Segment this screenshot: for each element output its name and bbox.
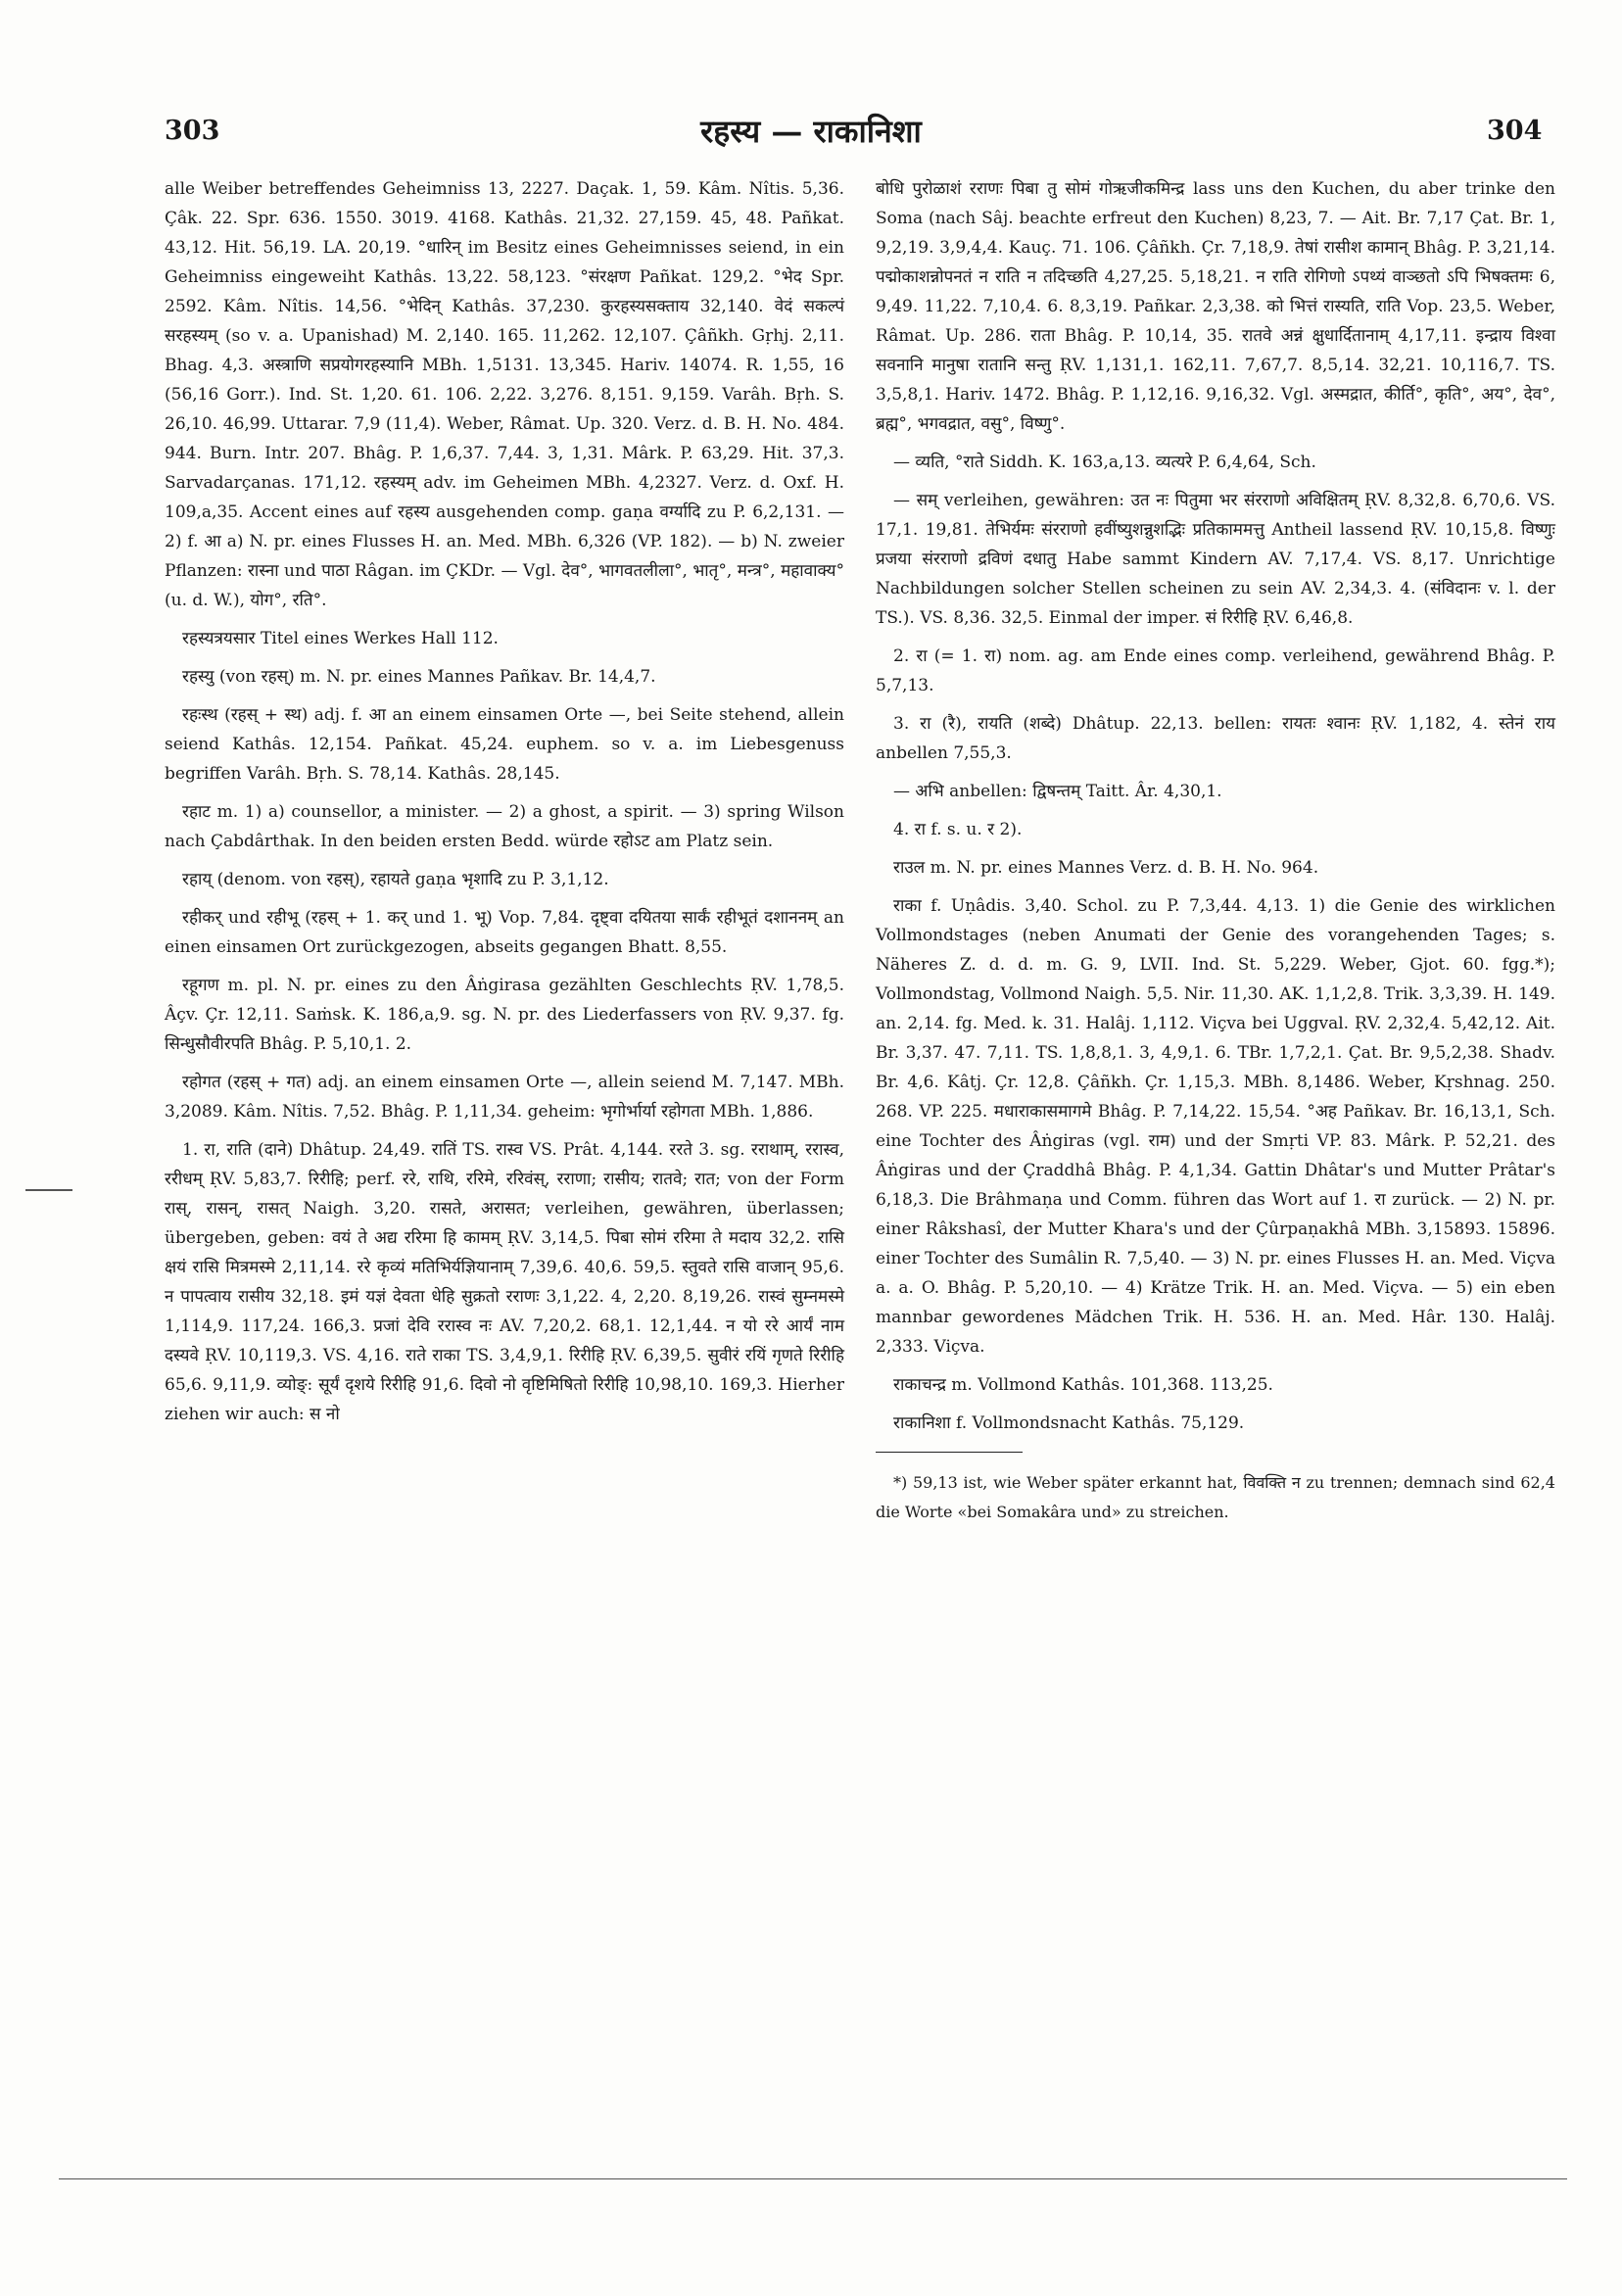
margin-mark (25, 1189, 72, 1191)
entry-paragraph: रहस्यु (von रहस्) m. N. pr. eines Mannes Pañkav. Br. 14,4,7. (182, 667, 656, 687)
entry-paragraph: — व्यति, °राते Siddh. K. 163,a,13. व्यत्यरे P. 6,4,64, Sch. (893, 453, 1316, 472)
entry-paragraph: alle Weiber betreffendes Geheimniss 13, 2227. Daçak. 1, 59. Kâm. Nîtis. 5,36. Çâk. 22. Spr. 636. 1550. 3019. 4168. Kathâs. 21,32. 27,159. 45, 48. Pañkat. 43,12. Hit. 56,19. LA. 20,19. °धारिन् im Besitz eines Geheimnisses seiend, in ein Geheimniss eingeweiht Kathâs. 13,22. 58,123. °संरक्षण Pañkat. 129,2. °भेद Spr. 2592. Kâm. Nîtis. 14,56. °भेदिन् Kathâs. 37,230. कुरहस्यसक्ताय 32,140. वेदं सकल्पं सरहस्यम् (so v. a. Upanishad) M. 2,140. 165. 11,262. 12,107. Çâñkh. Gṛhj. 2,11. Bhag. 4,3. अस्त्राणि सप्रयोगरहस्यानि MBh. 1,5131. 13,345. Hariv. 14074. R. 1,55, 16 (56,16 Gorr.). Ind. St. 1,20. 61. 106. 2,22. 3,276. 8,151. 9,159. Varâh. Bṛh. S. 26,10. 46,99. Uttarar. 7,9 (11,4). Weber, Râmat. Up. 320. Verz. d. B. H. No. 484. 944. Burn. Intr. 207. Bhâg. P. 1,6,37. 7,44. 3, 1,31. Mârk. P. 63,29. Hit. 37,3. Sarvadarçanas. 171,12. रहस्यम् adv. im Geheimen MBh. 4,2327. Verz. d. Oxf. H. 109,a,35. Accent eines auf रहस्य ausgehenden comp. gaṇa वर्ग्यादि zu P. 6,2,131. — 2) f. आ a) N. pr. eines Flusses H. an. Med. MBh. 6,326 (VP. 182). — b) N. zweier Pflanzen: रास्ना und पाठा Râgan. im ÇKDr. — Vgl. देव°, भागवतलीला°, भातृ°, मन्त्र°, महावाक्य° (u. d. W.), योग°, रति°. (165, 179, 844, 610)
entry-paragraph: रहूगण m. pl. N. pr. eines zu den Âṅgirasa gezählten Geschlechts ṚV. 1,78,5. Âçv. Çr. 12,11. Saṁsk. K. 186,a,9. sg. N. pr. des Liederfassers von ṚV. 9,37. fg. सिन्धुसौवीरपति Bhâg. P. 5,10,1. 2. (165, 976, 844, 1054)
right-column (876, 174, 1555, 1536)
left-column (165, 174, 844, 1438)
entry-paragraph: रहीकर् und रहीभू (रहस् + 1. कर् und 1. भू) Vop. 7,84. दृष्ट्वा दयितया सार्कं रहीभूतं दशाननम् an einen einsamen Ort zurückgezogen, abseits gegangen Bhatt. 8,55. (165, 908, 844, 957)
bottom-rule (59, 2178, 1567, 2179)
entry-paragraph: राकाचन्द्र m. Vollmond Kathâs. 101,368. 113,25. (893, 1375, 1273, 1395)
entry-paragraph: रहस्यत्रयसार Titel eines Werkes Hall 112. (182, 629, 499, 648)
entry-paragraph: रहःस्थ (रहस् + स्थ) adj. f. आ an einem einsamen Orte —, bei Seite stehend, allein seiend Kathâs. 12,154. Pañkat. 45,24. euphem. so v. a. im Liebesgenuss begriffen Varâh. Bṛh. S. 78,14. Kathâs. 28,145. (165, 705, 844, 784)
entry-paragraph: राउल m. N. pr. eines Mannes Verz. d. B. H. No. 964. (893, 858, 1319, 878)
entry-paragraph: 2. रा (= 1. रा) nom. ag. am Ende eines comp. verleihend, gewährend Bhâg. P. 5,7,13. (876, 646, 1555, 695)
entry-paragraph: रहाय् (denom. von रहस्), रहायते gaṇa भृशादि zu P. 3,1,12. (182, 870, 609, 889)
running-head: रहस्य — राकानिशा (700, 113, 922, 150)
footnote: *) 59,13 ist, wie Weber später erkannt hat, विवक्ति न zu trennen; demnach sind 62,4 die Worte «bei Somakâra und» zu streichen. (876, 1473, 1555, 1521)
entry-paragraph: — अभि anbellen: द्विषन्तम् Taitt. Âr. 4,30,1. (893, 782, 1222, 801)
page-number-left: 303 (165, 116, 220, 146)
entry-paragraph: — सम् verleihen, gewähren: उत नः पितुमा भर संरराणो अविक्षितम् ṚV. 8,32,8. 6,70,6. VS. 17,1. 19,81. तेभिर्यमः संरराणो हवींष्युशन्नुशद्भिः प्रतिकाममत्तु Antheil lassend ṚV. 10,15,8. विष्णुः प्रजया संरराणो द्रविणं दधातु Habe sammt Kindern AV. 7,17,4. VS. 8,17. Unrichtige Nachbildungen solcher Stellen scheinen zu sein AV. 2,34,3. 4. (संविदानः v. l. der TS.). VS. 8,36. 32,5. Einmal der imper. सं रिरीहि ṚV. 6,46,8. (876, 491, 1555, 628)
entry-paragraph: राका f. Uṇâdis. 3,40. Schol. zu P. 7,3,44. 4,13. 1) die Genie des wirklichen Vollmondstages (neben Anumati der Genie des vorangehenden Tages; s. Näheres Z. d. d. m. G. 9, LVII. Ind. St. 5,229. Weber, Gjot. 60. fgg.*); Vollmondstag, Vollmond Naigh. 5,5. Nir. 11,30. AK. 1,1,2,8. Trik. 3,3,39. H. 149. an. 2,14. fg. Med. k. 31. Halâj. 1,112. Viçva bei Uggval. ṚV. 2,32,4. 5,42,12. Ait. Br. 3,37. 47. 7,11. TS. 1,8,8,1. 3, 4,9,1. 6. TBr. 1,7,2,1. Çat. Br. 9,5,2,38. Shadv. Br. 4,6. Kâtj. Çr. 12,8. Çâñkh. Çr. 1,15,3. MBh. 8,1486. Weber, Kṛshnag. 250. 268. VP. 225. मधाराकासमागमे Bhâg. P. 7,14,22. 15,54. °अह Pañkav. Br. 16,13,1, Sch. eine Tochter des Âṅgiras (vgl. राम) und der Smṛti VP. 83. Mârk. P. 52,21. des Âṅgiras und der Çraddhâ Bhâg. P. 4,1,34. Gattin Dhâtar's und Mutter Prâtar's 6,18,3. Die Brâhmaṇa und Comm. führen das Wort auf 1. रा zurück. — 2) N. pr. einer Râkshasî, der Mutter Khara's und der Çûrpaṇakhâ MBh. 3,15893. 15896. einer Tochter des Sumâlin R. 7,5,40. — 3) N. pr. eines Flusses H. an. Med. Viçva a. a. O. Bhâg. P. 5,20,10. — 4) Krätze Trik. H. an. Med. Viçva. — 5) ein eben mannbar gewordenes Mädchen Trik. H. 536. H. an. Med. Hâr. 130. Halâj. 2,333. Viçva. (876, 896, 1555, 1357)
entry-paragraph: बोधि पुरोळाशं रराणः पिबा तु सोमं गोऋजीकमिन्द्र lass uns den Kuchen, du aber trinke den Soma (nach Sâj. beachte erfreut den Kuchen) 8,23, 7. — Ait. Br. 7,17 Çat. Br. 1, 9,2,19. 3,9,4,4. Kauç. 71. 106. Çâñkh. Çr. 7,18,9. तेषां रासीश कामान् Bhâg. P. 3,21,14. पद्मोकाशन्नोपनतं न राति न तदिच्छति 4,27,25. 5,18,21. न राति रोगिणो ऽपथ्यं वाञ्छतो ऽपि भिषक्तमः 6, 9,49. 11,22. 7,10,4. 6. 8,3,19. Pañkar. 2,3,38. को भित्तं रास्यति, राति Vop. 23,5. Weber, Râmat. Up. 286. राता Bhâg. P. 10,14, 35. रातवे अन्नं क्षुधार्दितानाम् 4,17,11. इन्द्राय विश्वा सवनानि मानुषा रातानि सन्तु ṚV. 1,131,1. 162,11. 7,67,7. 8,5,14. 32,21. 10,116,7. TS. 3,5,8,1. Hariv. 1472. Bhâg. P. 1,12,16. 9,16,32. Vgl. अस्मद्रात, कीर्ति°, कृति°, अय°, देव°, ब्रह्म°, भगवद्रात, वसु°, विष्णु°. (876, 179, 1555, 434)
entry-paragraph: 3. रा (रै), रायति (शब्दे) Dhâtup. 22,13. bellen: रायतः श्वानः ṚV. 1,182, 4. स्तेनं राय anbellen 7,55,3. (876, 714, 1555, 763)
entry-paragraph: रहाट m. 1) a) counsellor, a minister. — 2) a ghost, a spirit. — 3) spring Wilson nach Çabdârthak. In den beiden ersten Bedd. würde रहोऽट am Platz sein. (165, 802, 844, 851)
entry-paragraph: राकानिशा f. Vollmondsnacht Kathâs. 75,129. (893, 1413, 1245, 1433)
entry-paragraph: 1. रा, राति (दाने) Dhâtup. 24,49. रातिं TS. रास्व VS. Prât. 4,144. ररते 3. sg. रराथाम्, ररास्व, ररीधम् ṚV. 5,83,7. रिरीहि; perf. ररे, राथि, ररिमे, ररिवंस्, रराणा; रासीय; रातवे; रात; von der Form रास्, रासन्, रासत् Naigh. 3,20. रासते, अरासत; verleihen, gewähren, überlassen; übergeben, geben: वयं ते अद्य ररिमा हि कामम् ṚV. 3,14,5. पिबा सोमं ररिमा ते मदाय 32,2. रासि क्षयं रासि मित्रमस्मे 2,11,14. ररे कृव्यं मतिभिर्यज्ञियानाम् 7,39,6. 40,6. 59,5. स्तुवते रासि वाजान् 95,6. न पापत्वाय रासीय 32,18. इमं यज्ञं देवता धेहि सुक्रतो रराणः 3,1,22. 4, 2,20. 8,19,26. रास्वं सुम्नमस्मे 1,114,9. 117,24. 166,3. प्रजां देवि ररास्व नः AV. 7,20,2. 68,1. 12,1,44. न यो ररे आर्यं नाम दस्यवे ṚV. 10,119,3. VS. 4,16. राते राका TS. 3,4,9,1. रिरीहि ṚV. 6,39,5. सुवीरं रयिं गृणते रिरीहि 65,6. 9,11,9. व्योङ्: सूर्यं दृशये रिरीहि 91,6. दिवो नो वृष्टिमिषितो रिरीहि 10,98,10. 169,3. Hierher ziehen wir auch: स नो (165, 1140, 844, 1424)
page-number-right: 304 (1487, 116, 1543, 146)
footnote-rule (876, 1452, 1023, 1453)
entry-paragraph: 4. रा f. s. u. र 2). (893, 820, 1023, 839)
entry-paragraph: रहोगत (रहस् + गत) adj. an einem einsamen Orte —, allein seiend M. 7,147. MBh. 3,2089. Kâm. Nîtis. 7,52. Bhâg. P. 1,11,34. geheim: भृगोर्भार्या रहोगता MBh. 1,886. (165, 1073, 844, 1122)
